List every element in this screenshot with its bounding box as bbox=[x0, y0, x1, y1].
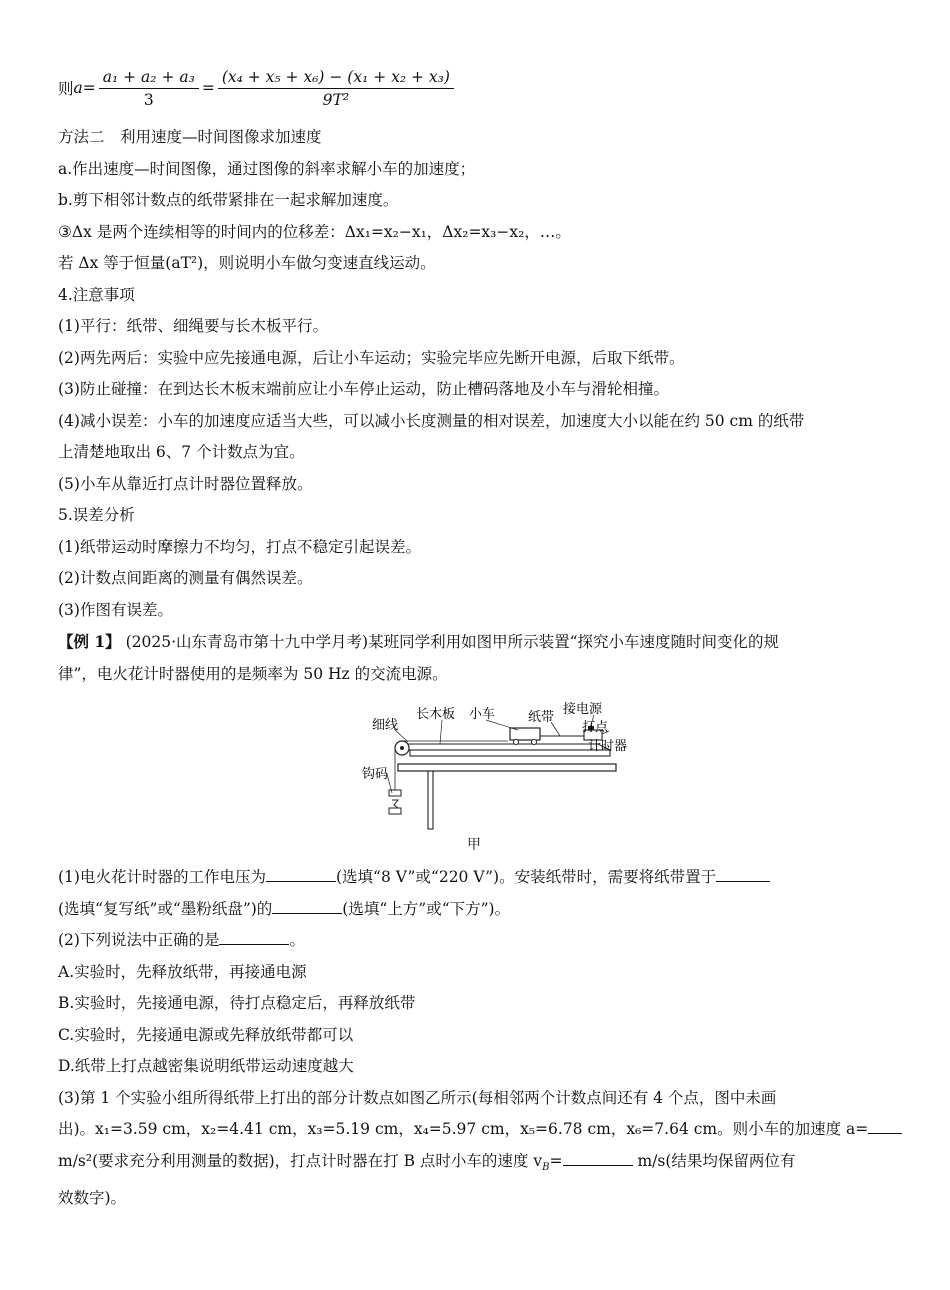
q1-text-1: (1)电火花计时器的工作电压为 bbox=[58, 868, 266, 886]
q3-subscript-b: B bbox=[542, 1161, 550, 1173]
option-a[interactable]: A.实验时，先释放纸带，再接通电源 bbox=[58, 962, 307, 981]
note-4-line-2: 上清楚地取出 6、7 个计数点为宜。 bbox=[58, 443, 305, 461]
note-5: (5)小车从靠近打点计时器位置释放。 bbox=[58, 474, 313, 493]
label-power: 接电源 bbox=[563, 702, 603, 717]
question-3-line-4: 效数字)。 bbox=[58, 1189, 127, 1208]
question-2-stem bbox=[58, 925, 894, 957]
document-page bbox=[58, 56, 894, 1215]
formula-prefix: 则 bbox=[58, 80, 74, 98]
example-label: 【例 1】 bbox=[58, 632, 121, 651]
delta-x-constant: 若 Δx 等于恒量(aT²)，则说明小车做匀变速直线运动。 bbox=[58, 254, 436, 272]
formula-eq1: = bbox=[82, 79, 96, 97]
table-leg bbox=[428, 771, 433, 829]
q3-text-2: 出)。x₁=3.59 cm，x₂=4.41 cm，x₃=5.19 cm，x₄=5.97 cm，x₅=6.78 cm，x₆=7.64 cm。则小车的加速度 a= bbox=[58, 1120, 869, 1138]
question-1-line-1 bbox=[58, 862, 894, 894]
board-side bbox=[410, 750, 610, 756]
answer-blank-voltage[interactable] bbox=[266, 865, 336, 882]
acceleration-formula bbox=[58, 56, 894, 120]
formula-fraction-2 bbox=[218, 68, 454, 109]
apparatus-diagram bbox=[328, 698, 628, 830]
note-1: (1)平行：纸带、细绳要与长木板平行。 bbox=[58, 317, 328, 335]
error-1: (1)纸带运动时摩擦力不均匀，打点不稳定引起误差。 bbox=[58, 537, 421, 556]
cart bbox=[510, 728, 540, 740]
q1-text-3: (选填“复写纸”或“墨粉纸盘”)的 bbox=[58, 899, 273, 918]
question-3-line-3 bbox=[58, 1146, 894, 1184]
cart-wheel-1 bbox=[514, 740, 519, 745]
section-4-heading: 4.注意事项 bbox=[58, 285, 135, 304]
label-board: 长木板 bbox=[416, 707, 456, 722]
delta-x-definition: ③Δx 是两个连续相等的时间内的位移差：Δx₁=x₂−x₁，Δx₂=x₃−x₂，…。 bbox=[58, 222, 571, 241]
leader-board bbox=[440, 720, 442, 744]
formula-eq2: = bbox=[201, 79, 215, 97]
method-two-heading: 方法二 利用速度—时间图像求加速度 bbox=[58, 128, 322, 146]
option-b[interactable]: B.实验时，先接通电源，待打点稳定后，再释放纸带 bbox=[58, 994, 416, 1012]
label-tape: 纸带 bbox=[528, 710, 555, 725]
answer-blank-choice[interactable] bbox=[219, 928, 289, 945]
section-5-heading: 5.误差分析 bbox=[58, 506, 135, 524]
q2-stem-text: (2)下列说法中正确的是 bbox=[58, 931, 220, 949]
formula-lhs: a bbox=[73, 79, 83, 97]
example-1-line-1 bbox=[58, 626, 894, 659]
question-1-line-2 bbox=[58, 894, 894, 926]
figure-caption: 甲 bbox=[467, 837, 481, 853]
q3-text-3: m/s²(要求充分利用测量的数据)，打点计时器在打 B 点时小车的速度 v bbox=[58, 1151, 543, 1170]
formula-fraction-1 bbox=[99, 68, 199, 109]
label-dot: 打点 bbox=[582, 720, 609, 735]
label-hook: 钩码 bbox=[362, 767, 389, 782]
label-timer: 计时器 bbox=[588, 739, 628, 754]
method-two-step-a: a.作出速度—时间图像，通过图像的斜率求解小车的加速度； bbox=[58, 159, 476, 178]
example-text-1: 某班同学利用如图甲所示装置“探究小车速度随时间变化的规 bbox=[368, 633, 780, 651]
question-3-line-2 bbox=[58, 1114, 894, 1146]
answer-blank-acceleration[interactable] bbox=[868, 1117, 902, 1134]
apparatus-figure bbox=[58, 698, 894, 858]
q3-text-eq: = bbox=[549, 1151, 563, 1170]
hook-icon bbox=[392, 800, 398, 808]
q1-text-2: (选填“8 V”或“220 V”)。安装纸带时，需要将纸带置于 bbox=[335, 868, 717, 886]
weight-1 bbox=[389, 790, 401, 796]
long-board bbox=[398, 744, 610, 750]
answer-blank-velocity[interactable] bbox=[563, 1148, 633, 1165]
answer-blank-tape-position[interactable] bbox=[716, 865, 770, 882]
label-thread: 细线 bbox=[372, 718, 399, 733]
cart-wheel-2 bbox=[532, 740, 537, 745]
q3-text-4: m/s(结果均保留两位有 bbox=[632, 1151, 796, 1170]
fraction-1-numerator: a₁ + a₂ + a₃ bbox=[99, 68, 199, 89]
note-2: (2)两先两后：实验中应先接通电源，后让小车运动；实验完毕应先断开电源，后取下纸带。 bbox=[58, 348, 685, 367]
fraction-2-denominator: 9T² bbox=[322, 90, 350, 109]
method-two-step-b: b.剪下相邻计数点的纸带紧排在一起求解加速度。 bbox=[58, 191, 399, 209]
example-source: (2025·山东青岛市第十九中学月考) bbox=[125, 633, 369, 651]
example-1-line-2: 律”，电火花计时器使用的是频率为 50 Hz 的交流电源。 bbox=[58, 664, 448, 683]
q2-stem-end: 。 bbox=[289, 931, 305, 949]
note-3: (3)防止碰撞：在到达长木板末端前应让小车停止运动，防止槽码落地及小车与滑轮相撞。 bbox=[58, 380, 669, 398]
option-c[interactable]: C.实验时，先接通电源或先释放纸带都可以 bbox=[58, 1025, 354, 1044]
error-3: (3)作图有误差。 bbox=[58, 600, 173, 619]
note-4-line-1: (4)减小误差：小车的加速度应适当大些，可以减小长度测量的相对误差，加速度大小以能在约 50 cm 的纸带 bbox=[58, 411, 805, 430]
answer-blank-side[interactable] bbox=[272, 896, 342, 913]
question-3-line-1: (3)第 1 个实验小组所得纸带上打出的部分计数点如图乙所示(每相邻两个计数点间还有 4 个点，图中未画 bbox=[58, 1088, 777, 1107]
error-2: (2)计数点间距离的测量有偶然误差。 bbox=[58, 569, 313, 587]
table-top bbox=[398, 764, 616, 771]
q1-text-4: (选填“上方”或“下方”)。 bbox=[342, 899, 511, 918]
fraction-2-numerator: (x₄ + x₅ + x₆) − (x₁ + x₂ + x₃) bbox=[218, 68, 454, 89]
pulley-axle bbox=[400, 746, 404, 750]
weight-2 bbox=[389, 808, 401, 814]
label-cart: 小车 bbox=[469, 707, 496, 722]
fraction-1-denominator: 3 bbox=[143, 90, 154, 109]
option-d[interactable]: D.纸带上打点越密集说明纸带运动速度越大 bbox=[58, 1057, 354, 1075]
